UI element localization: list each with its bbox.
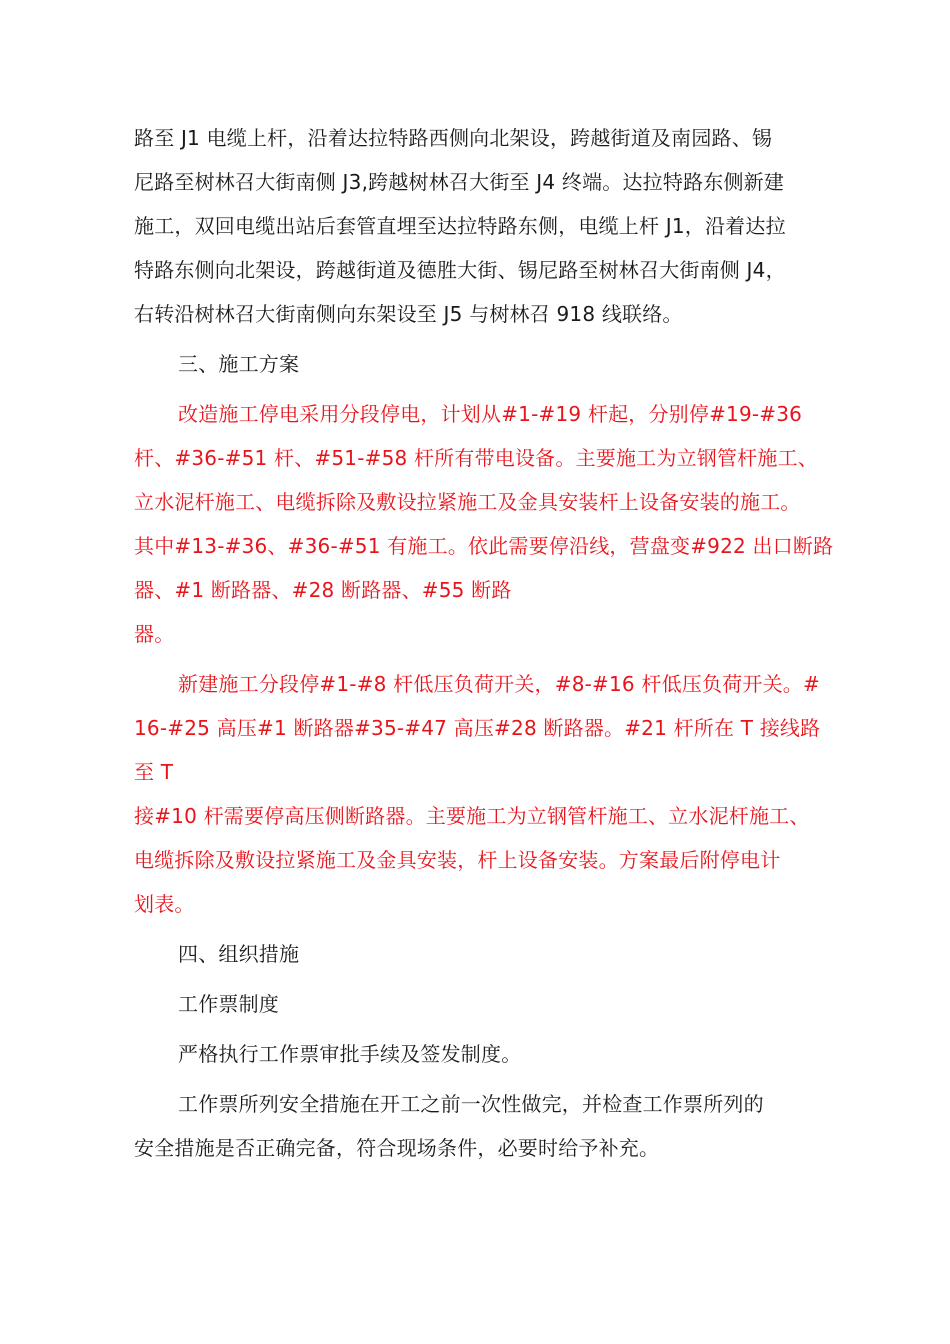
text-line: 特路东侧向北架设，跨越街道及德胜大街、锡尼路至树林召大街南侧 J4， xyxy=(134,258,786,282)
section-heading-construction-plan: 三、施工方案 xyxy=(178,352,300,376)
text-line: 安全措施是否正确完备，符合现场条件，必要时给予补充。 xyxy=(134,1136,660,1160)
paragraph-safety-measures xyxy=(134,1082,834,1170)
text-line: 新建施工分段停#1-#8 杆低压负荷开关，#8-#16 杆低压负荷开关。# xyxy=(178,672,820,696)
text-line: 立水泥杆施工、电缆拆除及敷设拉紧施工及金具安装杆上设备安装的施工。 xyxy=(134,490,801,514)
text-line: 工作票所列安全措施在开工之前一次性做完，并检查工作票所列的 xyxy=(178,1092,764,1116)
paragraph-new-construction-outage-plan xyxy=(134,662,834,926)
paragraph-approval-procedure: 严格执行工作票审批手续及签发制度。 xyxy=(178,1042,522,1066)
text-line: 16-#25 高压#1 断路器#35-#47 高压#28 断路器。#21 杆所在 T 接线路至 T xyxy=(134,716,821,784)
document-body xyxy=(134,116,834,1170)
subheading-work-ticket-system: 工作票制度 xyxy=(178,992,279,1016)
paragraph-retrofit-outage-plan xyxy=(134,392,834,656)
text-line: 电缆拆除及敷设拉紧施工及金具安装，杆上设备安装。方案最后附停电计 xyxy=(134,848,781,872)
text-line: 改造施工停电采用分段停电，计划从#1-#19 杆起，分别停#19-#36 xyxy=(178,402,803,426)
text-line: 器、#1 断路器、#28 断路器、#55 断路 xyxy=(134,578,512,602)
section-heading-organizational-measures: 四、组织措施 xyxy=(178,942,300,966)
text-line: 其中#13-#36、#36-#51 有施工。依此需要停沿线，营盘变#922 出口断路 xyxy=(134,534,834,558)
text-line: 路至 J1 电缆上杆，沿着达拉特路西侧向北架设，跨越街道及南园路、锡 xyxy=(134,126,773,150)
text-line: 器。 xyxy=(134,622,175,646)
text-line: 杆、#36-#51 杆、#51-#58 杆所有带电设备。主要施工为立钢管杆施工、 xyxy=(134,446,818,470)
paragraph-route-description xyxy=(134,116,834,336)
text-line: 接#10 杆需要停高压侧断路器。主要施工为立钢管杆施工、立水泥杆施工、 xyxy=(134,804,810,828)
text-line: 划表。 xyxy=(134,892,195,916)
text-line: 右转沿树林召大街南侧向东架设至 J5 与树林召 918 线联络。 xyxy=(134,302,683,326)
text-line: 施工，双回电缆出站后套管直埋至达拉特路东侧，电缆上杆 J1，沿着达拉 xyxy=(134,214,786,238)
text-line: 尼路至树林召大街南侧 J3,跨越树林召大街至 J4 终端。达拉特路东侧新建 xyxy=(134,170,785,194)
